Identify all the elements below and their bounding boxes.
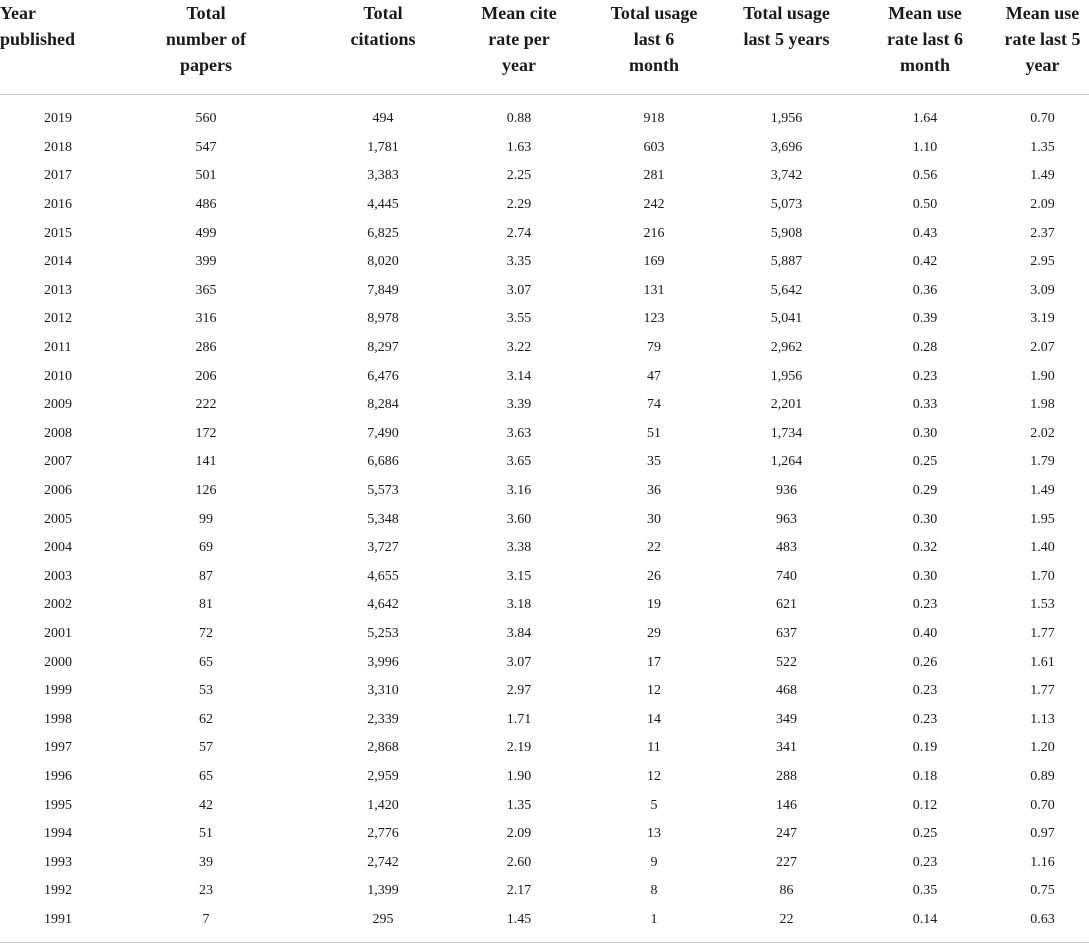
table-cell: 79 xyxy=(647,340,661,356)
table-cell: 0.19 xyxy=(912,740,938,756)
table-cell: 5,041 xyxy=(770,311,803,327)
table-cell: 0.70 xyxy=(1030,111,1055,127)
table-cell: 0.30 xyxy=(912,568,938,584)
table-row xyxy=(0,448,1089,477)
year-cell: 2009 xyxy=(44,397,72,413)
table-cell: 621 xyxy=(776,597,797,613)
table-cell: 3.18 xyxy=(506,597,532,613)
table-cell: 3,696 xyxy=(770,139,803,155)
column-header-line: rate last 6 xyxy=(887,29,963,49)
table-cell: 3,727 xyxy=(367,540,399,556)
table-cell: 247 xyxy=(776,826,797,842)
table-cell: 1.70 xyxy=(1030,568,1055,584)
table-cell: 468 xyxy=(776,683,797,699)
table-cell: 316 xyxy=(195,311,217,327)
table-cell: 242 xyxy=(643,197,665,213)
table-cell: 3.07 xyxy=(506,654,532,670)
table-cell: 547 xyxy=(195,139,217,155)
table-cell: 522 xyxy=(776,654,797,670)
year-cell: 2018 xyxy=(44,139,72,155)
year-cell: 2014 xyxy=(44,254,72,270)
column-header-line: month xyxy=(628,55,679,75)
column-header-usage-5-years xyxy=(719,0,854,95)
table-cell: 0.56 xyxy=(912,168,938,184)
table-cell: 5,348 xyxy=(367,511,399,527)
table-row xyxy=(0,848,1089,877)
table-cell: 227 xyxy=(776,854,797,870)
table-cell: 3.35 xyxy=(506,254,532,270)
year-cell: 2012 xyxy=(44,311,72,327)
table-cell: 99 xyxy=(199,511,213,527)
table-cell: 72 xyxy=(199,625,213,641)
table-cell: 3,310 xyxy=(367,683,399,699)
table-cell: 3.15 xyxy=(506,568,532,584)
table-cell: 1.90 xyxy=(506,768,532,784)
table-cell: 53 xyxy=(199,683,213,699)
table-cell: 0.50 xyxy=(912,197,938,213)
column-header-line: last 6 xyxy=(633,29,675,49)
table-cell: 39 xyxy=(199,854,213,870)
table-row xyxy=(0,763,1089,792)
table-cell: 0.97 xyxy=(1030,826,1055,842)
table-cell: 2.17 xyxy=(506,883,532,899)
table-cell: 3,996 xyxy=(367,654,399,670)
table-cell: 3.84 xyxy=(506,625,532,641)
table-cell: 1.77 xyxy=(1030,625,1055,641)
table-cell: 0.70 xyxy=(1030,797,1055,813)
year-cell: 1991 xyxy=(44,911,72,927)
column-header-line: month xyxy=(899,55,950,75)
column-header-mean-use-6-month xyxy=(854,0,996,95)
spacer-row xyxy=(0,95,1089,106)
table-cell: 483 xyxy=(776,540,797,556)
table-cell: 0.18 xyxy=(912,768,938,784)
table-cell: 2.97 xyxy=(506,683,532,699)
table-cell: 216 xyxy=(643,225,665,241)
table-row xyxy=(0,420,1089,449)
year-cell: 2004 xyxy=(44,540,72,556)
table-cell: 0.43 xyxy=(912,225,938,241)
year-cell: 2005 xyxy=(44,511,72,527)
table-cell: 146 xyxy=(776,797,797,813)
table-cell: 141 xyxy=(195,454,217,470)
table-cell: 1,264 xyxy=(770,454,803,470)
year-cell: 2016 xyxy=(44,197,72,213)
table-cell: 3.09 xyxy=(1030,282,1055,298)
table-cell: 8,284 xyxy=(367,397,399,413)
table-cell: 1.53 xyxy=(1030,597,1055,613)
year-cell: 2003 xyxy=(44,568,72,584)
table-cell: 87 xyxy=(199,568,213,584)
table-cell: 3.39 xyxy=(506,397,532,413)
table-cell: 1.35 xyxy=(1030,139,1055,155)
table-cell: 0.28 xyxy=(912,340,938,356)
table-row xyxy=(0,191,1089,220)
table-cell: 3.65 xyxy=(506,454,532,470)
year-cell: 1997 xyxy=(44,740,72,756)
column-header-mean-use-5-year xyxy=(996,0,1089,95)
table-cell: 7,490 xyxy=(367,425,399,441)
table-row xyxy=(0,820,1089,849)
table-cell: 0.35 xyxy=(912,883,938,899)
table-cell: 222 xyxy=(195,397,217,413)
column-header-line: year xyxy=(502,55,536,75)
table-cell: 2.02 xyxy=(1030,425,1055,441)
table-cell: 0.23 xyxy=(912,854,938,870)
table-cell: 6,476 xyxy=(367,368,399,384)
table-cell: 12 xyxy=(647,683,661,699)
table-cell: 0.25 xyxy=(912,454,938,470)
table-cell: 62 xyxy=(199,711,213,727)
table-row xyxy=(0,677,1089,706)
year-cell: 2007 xyxy=(44,454,72,470)
table-row xyxy=(0,477,1089,506)
table-cell: 1,420 xyxy=(367,797,399,813)
table-cell: 1,956 xyxy=(770,111,803,127)
year-cell: 2010 xyxy=(44,368,72,384)
table-cell: 5,887 xyxy=(770,254,803,270)
table-cell: 8 xyxy=(650,883,658,899)
table-cell: 1,399 xyxy=(367,883,399,899)
column-header-line: last 5 years xyxy=(743,29,830,49)
table-cell: 65 xyxy=(199,654,213,670)
table-row xyxy=(0,534,1089,563)
table-cell: 2.60 xyxy=(506,854,532,870)
table-row xyxy=(0,705,1089,734)
table-cell: 35 xyxy=(647,454,661,470)
table-cell: 29 xyxy=(647,625,661,641)
table-cell: 74 xyxy=(647,397,661,413)
table-cell: 5,642 xyxy=(770,282,803,298)
table-cell: 7,849 xyxy=(367,282,399,298)
table-cell: 963 xyxy=(776,511,797,527)
table-row xyxy=(0,648,1089,677)
table-cell: 286 xyxy=(195,340,217,356)
table-cell: 936 xyxy=(776,483,797,499)
table-cell: 5,908 xyxy=(770,225,803,241)
year-cell: 2013 xyxy=(44,282,72,298)
table-cell: 603 xyxy=(643,139,665,155)
table-cell: 2.95 xyxy=(1030,254,1055,270)
table-cell: 1.77 xyxy=(1030,683,1055,699)
year-cell: 2001 xyxy=(44,625,72,641)
year-cell: 1994 xyxy=(44,826,72,842)
table-cell: 4,445 xyxy=(367,197,399,213)
table-row xyxy=(0,362,1089,391)
table-cell: 57 xyxy=(199,740,213,756)
table-cell: 365 xyxy=(195,282,217,298)
year-cell: 2008 xyxy=(44,425,72,441)
table-cell: 2,742 xyxy=(367,854,399,870)
table-cell: 0.63 xyxy=(1030,911,1055,927)
column-header-line: Total usage xyxy=(743,3,830,23)
column-header-line: year xyxy=(1025,55,1060,75)
table-cell: 0.33 xyxy=(912,397,938,413)
table-cell: 0.14 xyxy=(912,911,938,927)
table-row xyxy=(0,563,1089,592)
column-header-mean-cite-rate xyxy=(449,0,589,95)
table-cell: 1 xyxy=(650,911,658,927)
table-cell: 51 xyxy=(199,826,213,842)
table-cell: 2,776 xyxy=(367,826,399,842)
table-cell: 0.32 xyxy=(912,540,938,556)
table-cell: 341 xyxy=(776,740,797,756)
table-cell: 13 xyxy=(647,826,661,842)
table-cell: 1.71 xyxy=(506,711,532,727)
table-cell: 1.63 xyxy=(506,139,532,155)
table-cell: 9 xyxy=(650,854,658,870)
table-cell: 0.23 xyxy=(912,597,938,613)
column-header-line: Total xyxy=(363,3,403,23)
table-cell: 918 xyxy=(643,111,665,127)
table-cell: 69 xyxy=(199,540,213,556)
table-cell: 11 xyxy=(647,740,661,756)
table-cell: 81 xyxy=(199,597,213,613)
table-cell: 3,742 xyxy=(770,168,803,184)
column-header-line: papers xyxy=(179,55,232,75)
table-cell: 3.60 xyxy=(506,511,532,527)
table-cell: 6,825 xyxy=(367,225,399,241)
column-header-total-citations xyxy=(317,0,449,95)
table-cell: 126 xyxy=(195,483,217,499)
table-cell: 0.39 xyxy=(912,311,938,327)
year-cell: 1992 xyxy=(44,883,72,899)
table-row xyxy=(0,248,1089,277)
table-cell: 2.09 xyxy=(1030,197,1055,213)
table-cell: 494 xyxy=(372,111,394,127)
table-body xyxy=(0,95,1089,943)
table-cell: 3.22 xyxy=(506,340,532,356)
column-header-line: number of xyxy=(165,29,247,49)
table-cell: 86 xyxy=(779,883,794,899)
table-cell: 4,642 xyxy=(367,597,399,613)
year-cell: 2000 xyxy=(44,654,72,670)
table-row xyxy=(0,877,1089,906)
table-cell: 0.30 xyxy=(912,511,938,527)
column-header-usage-6-month xyxy=(589,0,719,95)
year-cell: 2015 xyxy=(44,225,72,241)
table-cell: 42 xyxy=(199,797,213,813)
table-cell: 2,868 xyxy=(367,740,399,756)
table-cell: 349 xyxy=(776,711,797,727)
table-cell: 637 xyxy=(776,625,797,641)
table-row xyxy=(0,791,1089,820)
table-cell: 12 xyxy=(647,768,661,784)
table-cell: 0.23 xyxy=(912,683,938,699)
table-cell: 1.40 xyxy=(1030,540,1055,556)
table-cell: 2.37 xyxy=(1030,225,1055,241)
table-cell: 3.38 xyxy=(506,540,532,556)
table-row xyxy=(0,505,1089,534)
table-header xyxy=(0,0,1089,95)
table-cell: 0.89 xyxy=(1030,768,1055,784)
table-row xyxy=(0,277,1089,306)
table-cell: 1.90 xyxy=(1030,368,1055,384)
table-cell: 3.07 xyxy=(506,282,532,298)
column-header-line: citations xyxy=(350,29,416,49)
table-cell: 14 xyxy=(647,711,661,727)
year-cell: 1995 xyxy=(44,797,72,813)
table-cell: 0.36 xyxy=(912,282,938,298)
table-cell: 2,201 xyxy=(770,397,803,413)
table-cell: 1.10 xyxy=(912,139,938,155)
table-cell: 2.74 xyxy=(506,225,532,241)
table-row xyxy=(0,906,1089,935)
column-header-line: Total usage xyxy=(610,3,698,23)
table-cell: 5,073 xyxy=(770,197,803,213)
table-cell: 2.07 xyxy=(1030,340,1055,356)
table-cell: 206 xyxy=(195,368,217,384)
table-cell: 0.26 xyxy=(912,654,938,670)
table-cell: 0.12 xyxy=(912,797,938,813)
table-cell: 3.55 xyxy=(506,311,532,327)
table-cell: 172 xyxy=(195,425,217,441)
table-cell: 499 xyxy=(195,225,217,241)
year-cell: 2002 xyxy=(44,597,72,613)
table-cell: 399 xyxy=(195,254,217,270)
table-cell: 5,253 xyxy=(367,625,399,641)
table-cell: 19 xyxy=(647,597,661,613)
table-cell: 131 xyxy=(643,282,665,298)
table-cell: 123 xyxy=(643,311,665,327)
table-cell: 51 xyxy=(647,425,661,441)
table-cell: 30 xyxy=(647,511,661,527)
table-cell: 486 xyxy=(195,197,217,213)
table-cell: 1.79 xyxy=(1030,454,1055,470)
table-cell: 281 xyxy=(643,168,665,184)
table-cell: 23 xyxy=(199,883,213,899)
table-cell: 3,383 xyxy=(367,168,399,184)
table-cell: 26 xyxy=(647,568,661,584)
column-header-line: Mean use xyxy=(1005,3,1080,23)
table-cell: 560 xyxy=(195,111,217,127)
table-cell: 1,956 xyxy=(770,368,803,384)
header-row xyxy=(0,0,1089,95)
table-cell: 22 xyxy=(779,911,794,927)
table-cell: 0.23 xyxy=(912,368,938,384)
table-cell: 2.25 xyxy=(506,168,532,184)
table-cell: 295 xyxy=(372,911,394,927)
table-cell: 22 xyxy=(647,540,661,556)
table-cell: 1.95 xyxy=(1030,511,1055,527)
table-cell: 1.16 xyxy=(1030,854,1055,870)
table-cell: 1,781 xyxy=(367,139,399,155)
table-cell: 36 xyxy=(647,483,661,499)
year-cell: 2006 xyxy=(44,483,72,499)
table-cell: 0.29 xyxy=(912,483,938,499)
table-cell: 1.20 xyxy=(1030,740,1055,756)
year-cell: 2017 xyxy=(44,168,72,184)
table-cell: 1,734 xyxy=(770,425,803,441)
table-row xyxy=(0,105,1089,134)
column-header-line: Mean cite xyxy=(481,3,557,23)
table-cell: 3.63 xyxy=(506,425,532,441)
table-cell: 501 xyxy=(195,168,217,184)
table-cell: 169 xyxy=(643,254,665,270)
table-row xyxy=(0,334,1089,363)
table-row xyxy=(0,591,1089,620)
year-cell: 1998 xyxy=(44,711,72,727)
year-cell: 1996 xyxy=(44,768,72,784)
table-row xyxy=(0,219,1089,248)
column-header-line: Year xyxy=(0,3,36,23)
table-bottom-rule xyxy=(0,934,1089,943)
table-cell: 1.49 xyxy=(1030,483,1055,499)
table-cell: 740 xyxy=(776,568,797,584)
table-cell: 0.42 xyxy=(912,254,938,270)
table-row xyxy=(0,305,1089,334)
table-cell: 8,020 xyxy=(367,254,399,270)
column-header-year-published xyxy=(0,0,95,95)
year-cell: 2011 xyxy=(44,340,72,356)
table-cell: 1.61 xyxy=(1030,654,1055,670)
table-row xyxy=(0,134,1089,163)
column-header-line: published xyxy=(0,29,76,49)
table-cell: 0.30 xyxy=(912,425,938,441)
table-cell: 8,297 xyxy=(367,340,399,356)
column-header-line: Mean use xyxy=(888,3,962,23)
table-cell: 1.49 xyxy=(1030,168,1055,184)
table-row xyxy=(0,734,1089,763)
table-cell: 1.45 xyxy=(506,911,532,927)
column-header-line: rate last 5 xyxy=(1004,29,1081,49)
table-cell: 65 xyxy=(199,768,213,784)
table-cell: 0.75 xyxy=(1030,883,1055,899)
table-cell: 2.09 xyxy=(506,826,532,842)
table-cell: 2,962 xyxy=(770,340,803,356)
table-cell: 5,573 xyxy=(367,483,399,499)
table-cell: 1.98 xyxy=(1030,397,1055,413)
table-cell: 3.14 xyxy=(506,368,532,384)
table-cell: 3.19 xyxy=(1030,311,1055,327)
table-cell: 2.19 xyxy=(506,740,532,756)
table-cell: 2,339 xyxy=(367,711,399,727)
column-header-total-papers xyxy=(95,0,317,95)
table-cell: 8,978 xyxy=(367,311,399,327)
table-cell: 2.29 xyxy=(506,197,532,213)
table-cell: 2,959 xyxy=(367,768,399,784)
column-header-line: Total xyxy=(186,3,226,23)
table-cell: 0.23 xyxy=(912,711,938,727)
table-cell: 5 xyxy=(650,797,658,813)
table-cell: 0.25 xyxy=(912,826,938,842)
year-cell: 1999 xyxy=(44,683,72,699)
year-cell: 1993 xyxy=(44,854,72,870)
table-cell: 1.13 xyxy=(1030,711,1055,727)
table-cell: 7 xyxy=(202,911,210,927)
table-cell: 6,686 xyxy=(367,454,399,470)
table-cell: 1.64 xyxy=(912,111,938,127)
table-row xyxy=(0,162,1089,191)
year-cell: 2019 xyxy=(44,111,72,127)
table-cell: 17 xyxy=(647,654,661,670)
table-cell: 4,655 xyxy=(367,568,399,584)
table-row xyxy=(0,620,1089,649)
table-row xyxy=(0,391,1089,420)
table-cell: 3.16 xyxy=(506,483,532,499)
table-cell: 1.35 xyxy=(506,797,532,813)
table-cell: 0.88 xyxy=(506,111,532,127)
table-cell: 288 xyxy=(776,768,797,784)
table-cell: 0.40 xyxy=(912,625,938,641)
column-header-line: rate per xyxy=(488,29,550,49)
table-cell: 47 xyxy=(647,368,661,384)
